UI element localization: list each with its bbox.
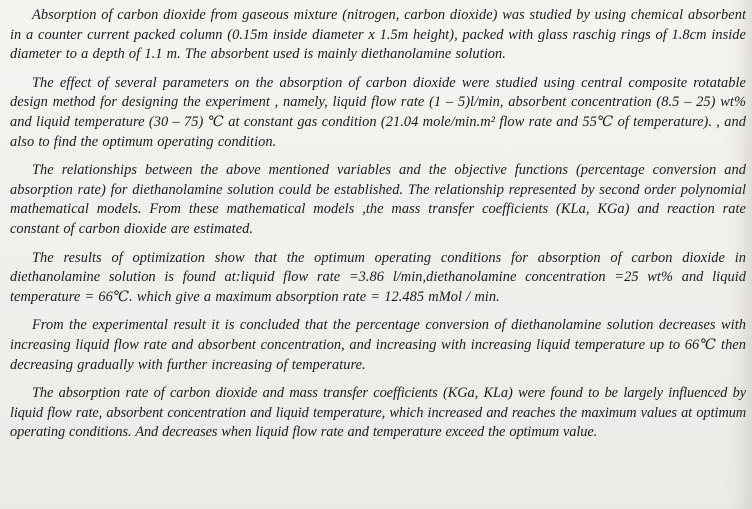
paragraph-6: The absorption rate of carbon dioxide and mass transfer coefficients (KGa, KLa) were found to be largely influenced by liquid flow rate, absorbent concentration and liquid temperature, which increased and reaches the maximum values at optimum operating conditions. And decreases when liquid flow rate and temperature exceed the optimum value. [10,385,746,441]
paragraph-1: Absorption of carbon dioxide from gaseous mixture (nitrogen, carbon dioxide) was studied by using chemical absorbent in a counter current packed column (0.15m inside diameter x 1.5m height), packed with glass raschig rings of 1.8cm inside diameter to a depth of 1.1 m. The absorbent used is mainly diethanolamine solution. [10,7,746,63]
paragraph-5: From the experimental result it is concluded that the percentage conversion of diethanolamine solution decreases with increasing liquid flow rate and absorbent concentration, and increasing with increasing liquid temperature up to 66℃ then decreasing gradually with further increasing of temperature. [10,317,746,373]
paragraph-3: The relationships between the above mentioned variables and the objective functions (percentage conversion and absorption rate) for diethanolamine solution could be established. The relationship represented by second order polynomial mathematical models. From these mathematical models ,the mass transfer coefficients (KLa, KGa) and reaction rate constant of carbon dioxide are estimated. [10,162,746,237]
paragraph-4: The results of optimization show that the optimum operating conditions for absorption of carbon dioxide in diethanolamine solution is found at:liquid flow rate =3.86 l/min,diethanolamine concentration =25 wt% and liquid temperature = 66℃. which give a maximum absorption rate = 12.485 mMol / min. [10,249,746,305]
paragraph-2: The effect of several parameters on the absorption of carbon dioxide were studied using central composite rotatable design method for designing the experiment , namely, liquid flow rate (1 – 5)l/min, absorbent concentration (8.5 – 25) wt% and liquid temperature (30 – 75) ℃ at constant gas condition (21.04 mole/min.m² flow rate and 55℃ of temperature). , and also to find the optimum operating condition. [10,74,746,150]
